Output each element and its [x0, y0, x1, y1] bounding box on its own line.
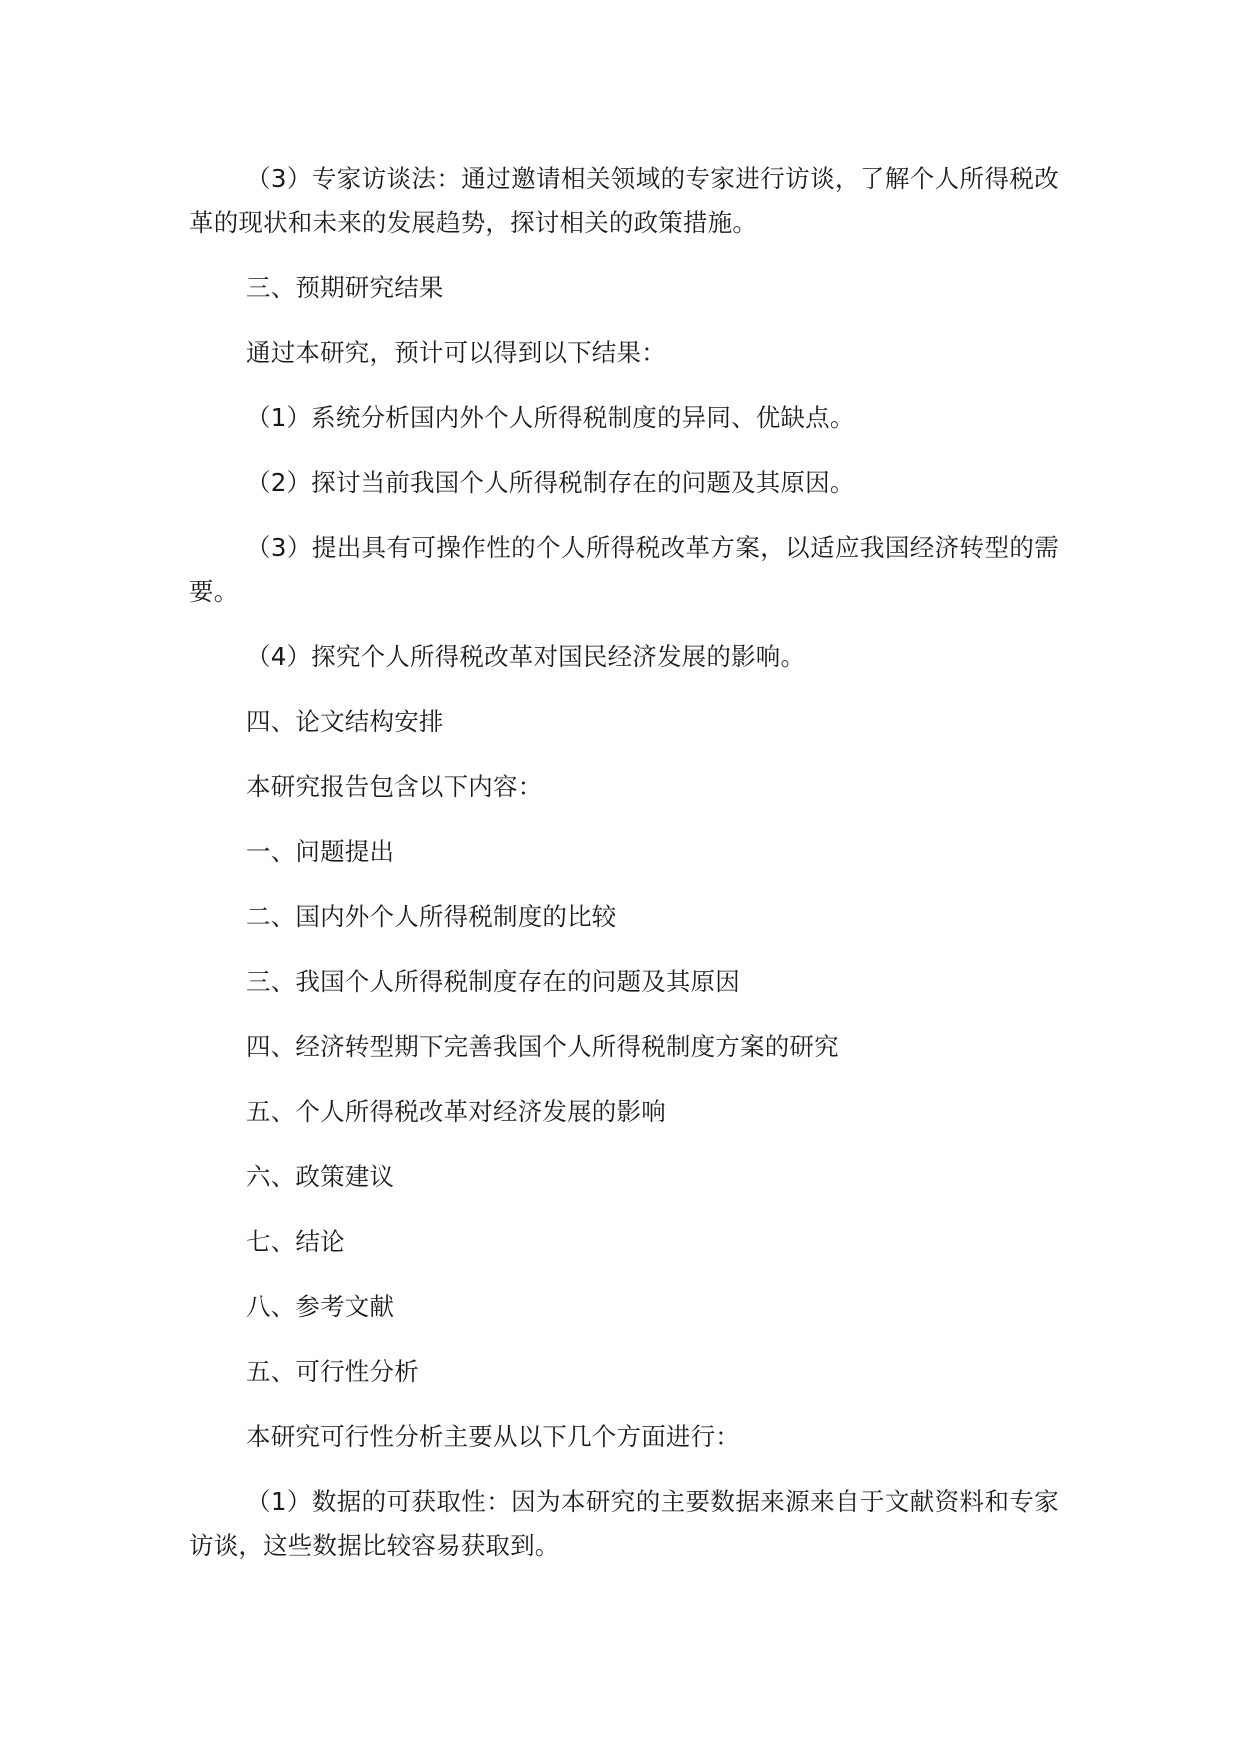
section-heading-feasibility: 五、可行性分析: [246, 1357, 419, 1386]
paragraph-result-4: （4）探究个人所得税改革对国民经济发展的影响。: [246, 642, 806, 671]
paragraph-result-3: （3）提出具有可操作性的个人所得税改革方案，以适应我国经济转型的需要。: [189, 533, 1059, 606]
paragraph-structure-intro: 本研究报告包含以下内容：: [246, 772, 543, 801]
paragraph-results-intro: 通过本研究，预计可以得到以下结果：: [246, 338, 666, 367]
structure-item-3: 三、我国个人所得税制度存在的问题及其原因: [246, 967, 740, 996]
paragraph-feasibility-intro: 本研究可行性分析主要从以下几个方面进行：: [246, 1422, 740, 1451]
structure-item-5: 五、个人所得税改革对经济发展的影响: [246, 1097, 666, 1126]
structure-item-2: 二、国内外个人所得税制度的比较: [246, 902, 617, 931]
structure-item-4: 四、经济转型期下完善我国个人所得税制度方案的研究: [246, 1032, 839, 1061]
structure-item-1: 一、问题提出: [246, 837, 395, 866]
paragraph-method-expert-interview: （3）专家访谈法：通过邀请相关领域的专家进行访谈，了解个人所得税改革的现状和未来的发展趋势，探讨相关的政策措施。: [189, 164, 1059, 237]
section-heading-structure: 四、论文结构安排: [246, 707, 444, 736]
paragraph-result-2: （2）探讨当前我国个人所得税制存在的问题及其原因。: [246, 468, 855, 497]
paragraph-result-1: （1）系统分析国内外个人所得税制度的异同、优缺点。: [246, 403, 855, 432]
structure-item-6: 六、政策建议: [246, 1162, 395, 1191]
paragraph-feasibility-1: （1）数据的可获取性：因为本研究的主要数据来源来自于文献资料和专家访谈，这些数据比较容易获取到。: [189, 1487, 1059, 1560]
document-body: [189, 157, 1059, 1589]
structure-item-8: 八、参考文献: [246, 1292, 395, 1321]
section-heading-expected-results: 三、预期研究结果: [246, 273, 444, 302]
structure-item-7: 七、结论: [246, 1227, 345, 1256]
